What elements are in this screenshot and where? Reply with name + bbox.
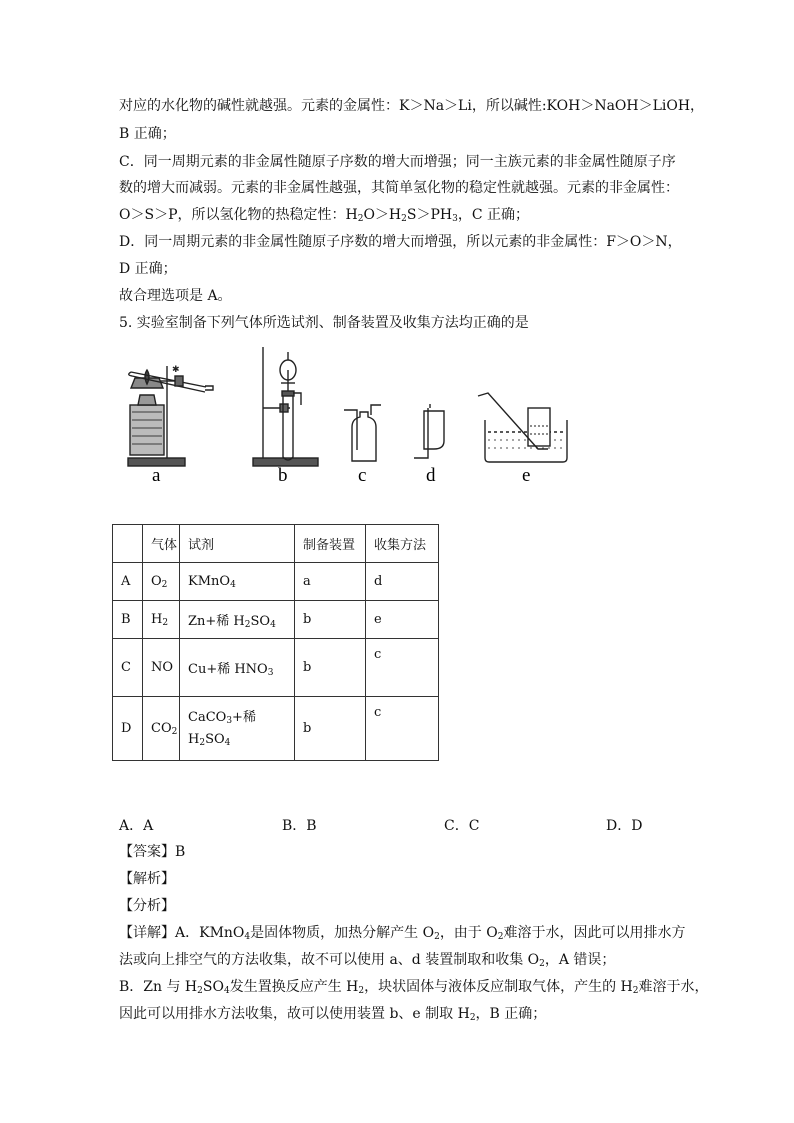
table-header-row — [113, 525, 439, 563]
detail-line — [119, 977, 709, 997]
text: O＞H — [363, 207, 402, 223]
text: CO — [151, 721, 172, 736]
table-cell — [180, 697, 295, 761]
option-c: C．C — [444, 818, 480, 834]
text-line: B 正确； — [119, 126, 176, 142]
subscript: 2 — [469, 1013, 476, 1023]
table-header-cell: 试剂 — [180, 525, 295, 563]
table-row — [113, 601, 439, 639]
table-header-cell: 收集方法 — [366, 525, 439, 563]
table-cell — [180, 601, 295, 639]
subscript: 4 — [230, 580, 236, 590]
table-cell: c — [366, 697, 439, 761]
question-table — [112, 524, 439, 761]
table-cell — [143, 601, 180, 639]
subscript: 2 — [434, 932, 440, 942]
text: ，由于 O — [439, 925, 498, 941]
table-header-cell: 气体 — [143, 525, 180, 563]
text-line: 对应的水化物的碱性就越强。元素的金属性：K＞Na＞Li，所以碱性:KOH＞NaOH＞LiOH， — [119, 98, 705, 114]
detail-line — [119, 923, 685, 943]
table-cell: e — [366, 601, 439, 639]
option-d: D．D — [606, 818, 643, 834]
table-cell: b — [295, 697, 366, 761]
text: SO — [250, 614, 271, 629]
apparatus-e-water-trough — [478, 393, 567, 462]
table-cell: c — [366, 639, 439, 697]
text-line: D．同一周期元素的非金属性随原子序数的增大而增强，所以元素的非金属性：F＞O＞N， — [119, 234, 682, 250]
text: 难溶于水， — [638, 979, 709, 995]
fenxi-heading: 【分析】 — [119, 898, 175, 914]
text: CaCO — [188, 709, 227, 725]
table-row — [113, 639, 439, 697]
apparatus-label: e — [522, 465, 531, 486]
table-cell: C — [113, 639, 143, 697]
subscript: 3 — [226, 715, 233, 726]
option-a: A．A — [119, 818, 154, 834]
subscript: 2 — [401, 214, 407, 224]
text: H — [151, 612, 163, 627]
apparatus-label: c — [358, 465, 367, 486]
table-cell: a — [295, 563, 366, 601]
apparatus-d-gas-bottle — [414, 404, 444, 458]
text: 【详解】A．KMnO — [119, 925, 245, 941]
text: 发生置换反应产生 H — [229, 979, 359, 995]
option-b: B．B — [282, 818, 317, 834]
subscript: 4 — [223, 986, 230, 996]
text: 是固体物质，加热分解产生 O — [250, 925, 435, 941]
subscript: 4 — [270, 620, 276, 630]
subscript: 3 — [452, 214, 458, 224]
text-line: 故合理选项是 A。 — [119, 288, 232, 304]
apparatus-a-heating-tube — [128, 365, 213, 466]
subscript: 2 — [199, 737, 206, 748]
text: 法或向上排空气的方法收集，故不可以使用 a、d 装置制取和收集 O — [119, 952, 540, 968]
subscript: 2 — [161, 580, 168, 590]
text: 因此可以用排水方法收集，故可以使用装置 b、e 制取 H — [119, 1006, 470, 1022]
table-cell — [143, 697, 180, 761]
subscript: 2 — [357, 214, 364, 224]
text-line: D 正确； — [119, 261, 177, 277]
answer-line: 【答案】B — [119, 844, 186, 860]
text: S＞PH — [406, 207, 453, 223]
subscript: 4 — [244, 932, 251, 942]
table-cell: D — [113, 697, 143, 761]
subscript: 3 — [267, 668, 274, 678]
text: 难溶于水，因此可以用排水方 — [503, 925, 686, 941]
text: B．Zn 与 H — [119, 979, 198, 995]
subscript: 2 — [197, 986, 203, 996]
table-cell — [180, 563, 295, 601]
table-cell: b — [295, 639, 366, 697]
text-line: 数的增大而减弱。元素的非金属性越强，其简单氢化物的稳定性就越强。元素的非金属性： — [119, 180, 679, 196]
text: SO — [202, 979, 224, 995]
apparatus-c-gas-bottle — [344, 405, 381, 461]
text: ，C 正确； — [457, 207, 529, 223]
text: ，A 错误； — [544, 952, 616, 968]
apparatus-label: a — [152, 465, 161, 486]
text: H — [188, 731, 200, 747]
table-row — [113, 563, 439, 601]
detail-line — [119, 950, 615, 970]
analysis-heading: 【解析】 — [119, 871, 175, 887]
table-cell — [180, 639, 295, 697]
apparatus-label: b — [278, 465, 288, 486]
text: ，B 正确； — [475, 1006, 547, 1022]
text: +稀 — [232, 709, 256, 725]
text: KMnO — [188, 574, 231, 589]
text: O＞S＞P，所以氢化物的热稳定性：H — [119, 207, 358, 223]
table-cell: B — [113, 601, 143, 639]
text: ，块状固体与液体反应制取气体，产生的 H — [364, 979, 633, 995]
text-line: C．同一周期元素的非金属性随原子序数的增大而增强；同一主族元素的非金属性随原子序 — [119, 154, 676, 170]
table-cell: d — [366, 563, 439, 601]
subscript: 2 — [162, 618, 169, 628]
svg-text:✱: ✱ — [172, 365, 180, 375]
question-stem: 5. 实验室制备下列气体所选试剂、制备装置及收集方法均正确的是 — [119, 315, 529, 331]
table-cell: A — [113, 563, 143, 601]
table-header-cell: 制备装置 — [295, 525, 366, 563]
subscript: 2 — [632, 986, 639, 996]
subscript: 4 — [224, 737, 231, 748]
apparatus-label: d — [426, 465, 436, 486]
apparatus-figure — [0, 0, 794, 500]
text: Cu+稀 HNO — [188, 662, 268, 677]
table-cell — [143, 563, 180, 601]
text: O — [151, 574, 162, 589]
text: SO — [205, 731, 225, 747]
apparatus-b-flask-funnel — [253, 347, 318, 466]
table-row — [113, 697, 439, 761]
subscript: 2 — [171, 727, 178, 737]
text: Zn+稀 H — [188, 614, 245, 629]
subscript: 2 — [539, 959, 545, 969]
subscript: 2 — [497, 932, 504, 942]
detail-line — [119, 1004, 546, 1024]
table-header-cell — [113, 525, 143, 563]
table-cell: b — [295, 601, 366, 639]
table-cell: NO — [143, 639, 180, 697]
subscript: 2 — [244, 620, 251, 630]
subscript: 2 — [358, 986, 365, 996]
